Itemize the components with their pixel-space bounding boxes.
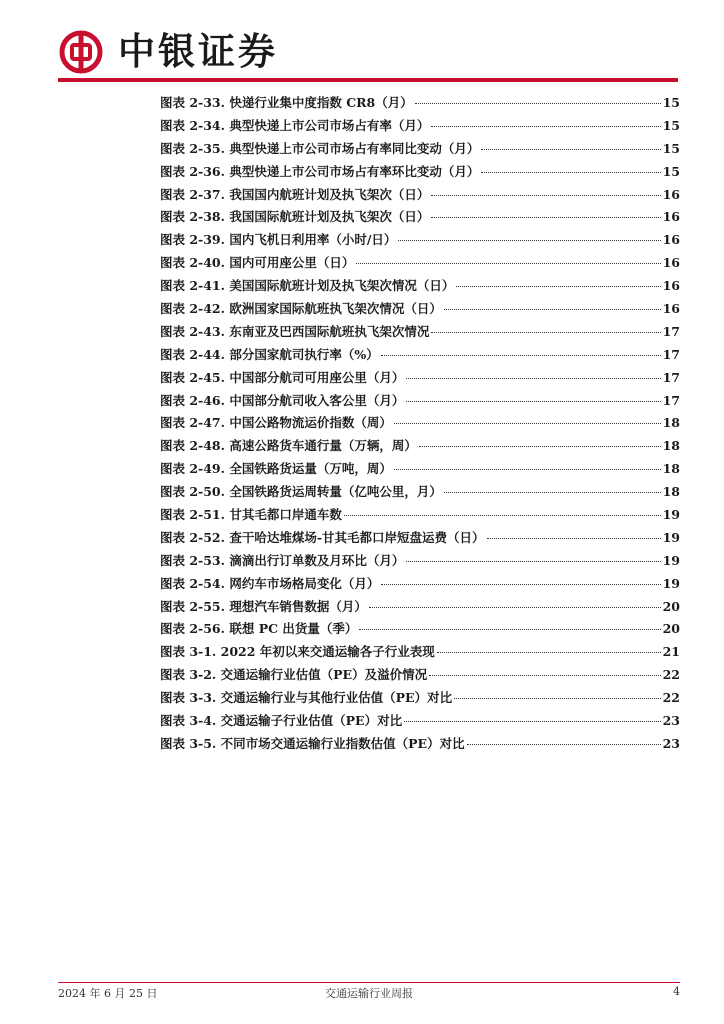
toc-entry-page[interactable]: 18 [662, 438, 680, 454]
toc-entry[interactable] [160, 138, 680, 161]
toc-entry-label[interactable]: 图表 2-36. 典型快递上市公司市场占有率环比变动（月） [160, 163, 480, 179]
bank-of-china-logo-icon [59, 30, 103, 74]
footer-report-title: 交通运输行业周报 [325, 987, 413, 1000]
toc-entry-label[interactable]: 图表 2-43. 东南亚及巴西国际航班执飞架次情况 [160, 323, 430, 339]
toc-entry[interactable] [160, 664, 680, 687]
toc-entry[interactable] [160, 298, 680, 321]
toc-entry-page[interactable]: 17 [662, 323, 680, 339]
dot-leader [398, 240, 660, 241]
dot-leader [467, 744, 661, 745]
toc-entry[interactable] [160, 435, 680, 458]
toc-entry-label[interactable]: 图表 2-52. 查干哈达堆煤场-甘其毛都口岸短盘运费（日） [160, 529, 485, 545]
dot-leader [394, 469, 661, 470]
toc-entry[interactable] [160, 161, 680, 184]
toc-entry-label[interactable]: 图表 2-40. 国内可用座公里（日） [160, 255, 355, 271]
toc-entry[interactable] [160, 504, 680, 527]
toc-entry[interactable] [160, 733, 680, 756]
toc-entry-page[interactable]: 19 [662, 529, 680, 545]
toc-entry-page[interactable]: 16 [662, 209, 680, 225]
toc-entry-page[interactable]: 20 [662, 621, 680, 637]
toc-entry-label[interactable]: 图表 2-41. 美国国际航班计划及执飞架次情况（日） [160, 278, 455, 294]
dot-leader [481, 149, 660, 150]
dot-leader [394, 423, 661, 424]
toc-entry-page[interactable]: 20 [662, 598, 680, 614]
toc-entry[interactable] [160, 618, 680, 641]
toc-entry[interactable] [160, 596, 680, 619]
toc-entry-page[interactable]: 19 [662, 575, 680, 591]
toc-entry-page[interactable]: 16 [662, 255, 680, 271]
toc-entry-page[interactable]: 17 [662, 346, 680, 362]
dot-leader [381, 584, 660, 585]
toc-entry-page[interactable]: 16 [662, 186, 680, 202]
toc-entry-page[interactable]: 18 [662, 461, 680, 477]
toc-entry-label[interactable]: 图表 3-2. 交通运输行业估值（PE）及溢价情况 [160, 667, 428, 683]
toc-entry[interactable] [160, 92, 680, 115]
dot-leader [431, 217, 660, 218]
toc-entry-label[interactable]: 图表 2-45. 中国部分航司可用座公里（月） [160, 369, 405, 385]
toc-entry-label[interactable]: 图表 3-1. 2022 年初以来交通运输各子行业表现 [160, 644, 435, 660]
toc-entry-label[interactable]: 图表 3-5. 不同市场交通运输行业指数估值（PE）对比 [160, 735, 465, 751]
toc-entry-label[interactable]: 图表 2-46. 中国部分航司收入客公里（月） [160, 392, 405, 408]
toc-entry-label[interactable]: 图表 2-49. 全国铁路货运量（万吨，周） [160, 461, 392, 477]
dot-leader [444, 492, 661, 493]
toc-entry[interactable] [160, 573, 680, 596]
header-divider [58, 78, 678, 82]
toc-entry-label[interactable]: 图表 2-34. 典型快递上市公司市场占有率（月） [160, 117, 430, 133]
toc-entry-label[interactable]: 图表 2-55. 理想汽车销售数据（月） [160, 598, 367, 614]
toc-entry-label[interactable]: 图表 2-48. 高速公路货车通行量（万辆，周） [160, 438, 417, 454]
toc-entry-page[interactable]: 22 [662, 667, 680, 683]
toc-entry-label[interactable]: 图表 2-53. 滴滴出行订单数及月环比（月） [160, 552, 405, 568]
toc-entry[interactable] [160, 412, 680, 435]
toc-entry[interactable] [160, 115, 680, 138]
toc-entry-page[interactable]: 16 [662, 301, 680, 317]
toc-entry[interactable] [160, 550, 680, 573]
dot-leader [444, 309, 661, 310]
toc-entry-label[interactable]: 图表 2-38. 我国国际航班计划及执飞架次（日） [160, 209, 430, 225]
toc-entry[interactable] [160, 687, 680, 710]
dot-leader [431, 332, 660, 333]
dot-leader [456, 286, 660, 287]
toc-entry-page[interactable]: 17 [662, 392, 680, 408]
toc-entry[interactable] [160, 321, 680, 344]
toc-entry-label[interactable]: 图表 2-33. 快递行业集中度指数 CR8（月） [160, 95, 413, 110]
toc-entry-label[interactable]: 图表 2-50. 全国铁路货运周转量（亿吨公里，月） [160, 484, 442, 500]
dot-leader [406, 378, 660, 379]
toc-entry-label[interactable]: 图表 2-42. 欧洲国家国际航班执飞架次情况（日） [160, 301, 442, 317]
toc-entry-label[interactable]: 图表 2-47. 中国公路物流运价指数（周） [160, 415, 392, 431]
dot-leader [356, 263, 660, 264]
toc-entry-label[interactable]: 图表 2-44. 部分国家航司执行率（%） [160, 346, 379, 362]
toc-entry-page[interactable]: 16 [662, 278, 680, 294]
toc-entry-page[interactable]: 15 [662, 117, 680, 133]
toc-entry-label[interactable]: 图表 2-39. 国内飞机日利用率（小时/日） [160, 232, 397, 248]
dot-leader [454, 698, 661, 699]
toc-entry-label[interactable]: 图表 3-3. 交通运输行业与其他行业估值（PE）对比 [160, 690, 453, 706]
toc-entry-page[interactable]: 15 [662, 140, 680, 156]
dot-leader [369, 607, 661, 608]
page-number: 4 [673, 985, 680, 998]
dot-leader [381, 355, 661, 356]
dot-leader [415, 103, 661, 104]
toc-entry[interactable] [160, 641, 680, 664]
dot-leader [431, 126, 660, 127]
footer-date: 2024 年 6 月 25 日 [58, 987, 158, 1000]
page-footer [58, 985, 680, 1001]
toc-entry[interactable] [160, 390, 680, 413]
dot-leader [404, 721, 661, 722]
toc-entry[interactable] [160, 184, 680, 207]
toc-entry[interactable] [160, 481, 680, 504]
toc-entry-label[interactable]: 图表 2-51. 甘其毛都口岸通车数 [160, 507, 342, 523]
toc-entry-page[interactable]: 23 [662, 713, 680, 729]
toc-entry-page[interactable]: 15 [662, 95, 680, 110]
dot-leader [487, 538, 661, 539]
toc-entry-page[interactable]: 23 [662, 735, 680, 751]
toc-entry-page[interactable]: 18 [662, 484, 680, 500]
dot-leader [359, 629, 660, 630]
toc-entry[interactable] [160, 275, 680, 298]
dot-leader [419, 446, 661, 447]
toc-entry[interactable] [160, 206, 680, 229]
toc-entry-page[interactable]: 18 [662, 415, 680, 431]
page-header [0, 0, 724, 85]
toc-entry[interactable] [160, 229, 680, 252]
dot-leader [344, 515, 661, 516]
figure-index-list [160, 92, 680, 756]
toc-entry-page[interactable]: 19 [662, 552, 680, 568]
toc-entry[interactable] [160, 252, 680, 275]
dot-leader [437, 652, 661, 653]
dot-leader [406, 561, 660, 562]
toc-entry-page[interactable]: 22 [662, 690, 680, 706]
toc-entry[interactable] [160, 527, 680, 550]
toc-entry-label[interactable]: 图表 2-35. 典型快递上市公司市场占有率同比变动（月） [160, 140, 480, 156]
toc-entry-label[interactable]: 图表 2-37. 我国国内航班计划及执飞架次（日） [160, 186, 430, 202]
toc-entry-page[interactable]: 21 [662, 644, 680, 660]
toc-entry-page[interactable]: 17 [662, 369, 680, 385]
toc-entry-label[interactable]: 图表 2-54. 网约车市场格局变化（月） [160, 575, 380, 591]
toc-entry[interactable] [160, 458, 680, 481]
dot-leader [406, 401, 660, 402]
toc-entry-page[interactable]: 19 [662, 507, 680, 523]
toc-entry[interactable] [160, 367, 680, 390]
toc-entry-label[interactable]: 图表 3-4. 交通运输子行业估值（PE）对比 [160, 713, 403, 729]
toc-entry-page[interactable]: 15 [662, 163, 680, 179]
dot-leader [431, 195, 660, 196]
toc-entry-page[interactable]: 16 [662, 232, 680, 248]
brand-name: 中银证券 [118, 30, 278, 73]
footer-divider [58, 982, 680, 983]
dot-leader [481, 172, 660, 173]
dot-leader [429, 675, 661, 676]
toc-entry-label[interactable]: 图表 2-56. 联想 PC 出货量（季） [160, 621, 358, 637]
toc-entry[interactable] [160, 344, 680, 367]
toc-entry[interactable] [160, 710, 680, 733]
